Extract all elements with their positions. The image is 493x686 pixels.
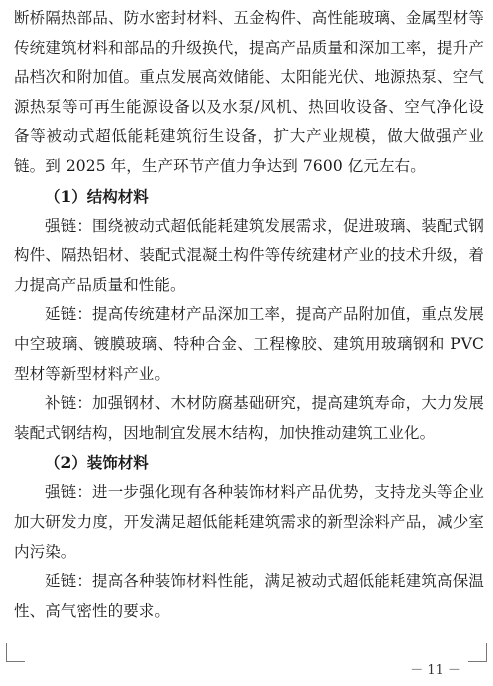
paragraph-extend-chain: 延链：提高传统建材产品深加工率，提高产品附加值，重点发展中空玻璃、镀膜玻璃、特种合金、工程橡胶、建筑用玻璃钢和 PVC 型材等新型材料产业。 [14,305,484,383]
paragraph-strengthen-chain: 强链：进一步强化现有各种装饰材料产品优势，支持龙头等企业加大研发力度，开发满足超低能耗建筑需求的新型涂料产品，减少室内污染。 [14,483,484,561]
paragraph-strengthen-chain: 强链：围绕被动式超低能耗建筑发展需求，促进玻璃、装配式钢构件、隔热铝材、装配式混凝土构件等传统建材产业的技术升级，着力提高产品质量和性能。 [14,216,484,294]
page-corner-mark-left [6,643,25,662]
section-heading-structural-materials: （1）结构材料 [45,186,149,206]
page-number: － 11 － [410,663,461,678]
paragraph-extend-chain: 延链：提高各种装饰材料性能，满足被动式超低能耗建筑高保温性、高气密性的要求。 [14,572,484,620]
paragraph-supplement-chain: 补链：加强钢材、木材防腐基础研究，提高建筑寿命，大力发展装配式钢结构，因地制宜发展木结构，加快推动建筑工业化。 [14,394,484,442]
section-heading-decorative-materials: （2）装饰材料 [45,453,149,473]
document-body [14,4,484,626]
body-paragraph: 断桥隔热部品、防水密封材料、五金构件、高性能玻璃、金属型材等传统建筑材料和部品的升级换代，提高产品质量和深加工率，提升产品档次和附加值。重点发展高效储能、太阳能光伏、地源热泵、空气源热泵等可再生能源设备以及水泵/风机、热回收设备、空气净化设备等被动式超低能耗建筑衍生设备，扩大产业规模，做大做强产业链。到 2025 年，生产环节产值力争达到 7600 亿元左右。 [14,9,484,175]
page-corner-mark-right [468,643,487,662]
